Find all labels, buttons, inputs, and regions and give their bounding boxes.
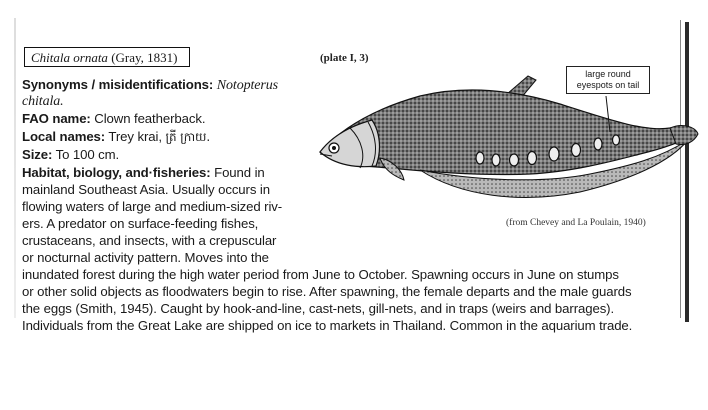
habitat-text-line: mainland Southeast Asia. Usually occurs in [22,182,270,197]
fao-label: FAO name: [22,111,91,126]
callout-line1: large round [585,69,631,79]
size-label: Size: [22,147,53,162]
callout-line2: eyespots on tail [576,80,640,90]
synonyms-value: Notopterus [216,78,278,93]
habitat-text: Found in [214,165,265,180]
figure-credit: (from Chevey and La Poulain, 1940) [506,218,646,228]
local-names-line [22,128,210,146]
size-value: To 100 cm. [55,147,120,162]
scan-edge [14,18,16,318]
habitat-text-line: Individuals from the Great Lake are shipped on ice to markets in Thailand. Common in the aquarium trade. [22,318,633,333]
khmer-name-2: ក្រាយ. [180,130,211,144]
eyespot-callout [566,66,650,94]
species-title-box [24,47,190,67]
habitat-text-line: or nocturnal activity pattern. Moves into the [22,250,269,265]
synonyms-label: Synonyms / misidentifications: [22,77,214,92]
habitat-text-line: inundated forest during the high water period from June to October. Spawning occurs in June on stumps [22,267,619,282]
local-names-value: Trey krai, [108,129,162,144]
habitat-label: Habitat, biology, and·fisheries: [22,165,211,180]
fao-line [22,110,205,127]
species-author: (Gray, 1831) [111,50,178,65]
habitat-text-line: or other solid objects as floodwaters begin to rise. After spawning, the female departs and the male guards [22,284,632,299]
synonyms-line-2 [22,92,64,110]
habitat-text-line: the eggs (Smith, 1945). Caught by hook-and-line, cast-nets, gill-nets, and in traps (weirs and barrages). [22,301,615,316]
khmer-name-1: ត្រី [165,130,177,144]
habitat-text-line: ers. A predator on surface-feeding fishes, [22,216,259,231]
habitat-text-line: flowing waters of large and medium-sized riv- [22,199,283,214]
habitat-text-line: crustaceans, and insects, with a crepuscular [22,233,277,248]
habitat-line [22,164,265,181]
species-name: Chitala ornata [31,50,108,65]
synonyms-value-cont: chitala. [22,94,64,109]
local-names-label: Local names: [22,129,106,144]
fao-value: Clown featherback. [94,111,206,126]
plate-reference: (plate I, 3) [320,52,369,64]
size-line [22,146,119,163]
